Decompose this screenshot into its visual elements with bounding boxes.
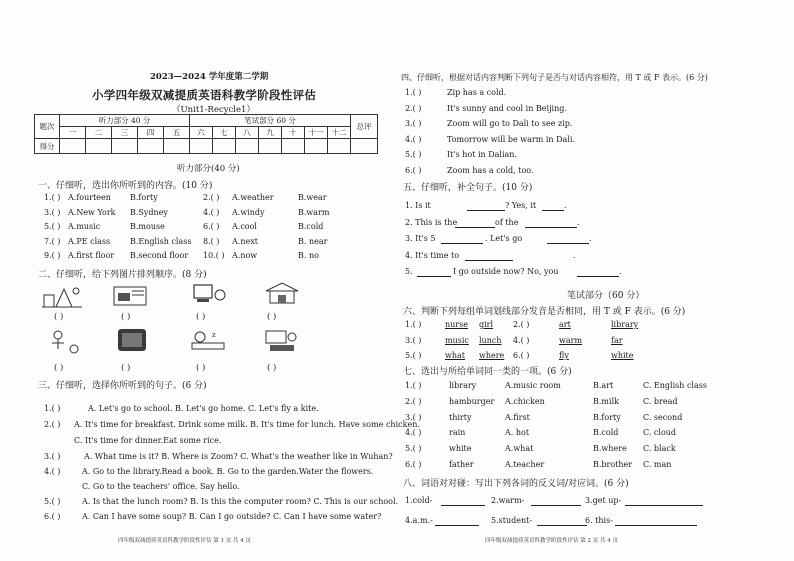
r-q4-heading: 四、仔细听，根据对话内容判断下列句子是否与对话内容相符，用 T 或 F 表示。(6 分) xyxy=(401,73,708,82)
q6-answer-blank[interactable]: 1.( ) xyxy=(405,320,422,329)
score-cell[interactable] xyxy=(60,139,86,154)
q3-item-1-num[interactable]: 1.( ) xyxy=(44,404,61,413)
r-q4-answer-blank[interactable]: 5.( ) xyxy=(405,150,422,159)
q8-word: 2.warm- xyxy=(491,496,525,505)
score-table-total: 总评 xyxy=(351,115,378,139)
q1-option: A.windy xyxy=(232,207,265,217)
q7-answer-blank[interactable]: 2.( ) xyxy=(405,396,422,406)
q4-item-5-line: A. Is that the lunch room? B. Is this the computer room? C. This is our school. xyxy=(82,497,399,506)
q5-heading: 五、仔细听，补全句子。(10 分) xyxy=(403,183,533,193)
q6-answer-blank[interactable]: 2.( ) xyxy=(513,320,530,329)
score-col: 六 xyxy=(190,127,213,139)
q1-option: A.New York xyxy=(68,207,116,217)
score-cell[interactable] xyxy=(305,139,328,154)
score-col: 七 xyxy=(213,127,236,139)
r-q4-answer-blank[interactable]: 4.( ) xyxy=(405,134,422,144)
q5-blank[interactable] xyxy=(467,210,505,211)
score-cell[interactable] xyxy=(328,139,351,154)
picture-music-room xyxy=(110,281,150,307)
score-col: 四 xyxy=(138,127,164,139)
q2-answer-1[interactable]: ( ) xyxy=(54,312,64,322)
q5-sentence-end: . xyxy=(577,217,580,227)
q1-option: B. no xyxy=(298,251,319,260)
q5-sentence-start: 3. It's 5 xyxy=(405,234,436,243)
q4-item-6-line: A. Can I have some soup? B. Can I go outside? C. Can I have some water? xyxy=(82,512,382,521)
q5-sentence-middle: . Let's go xyxy=(485,234,523,243)
q3-item-2-line-2: C. It's time for dinner.Eat some rice. xyxy=(74,436,222,445)
q4-item-6-num[interactable]: 6.( ) xyxy=(44,512,61,521)
q5-sentence-middle: ? Yes, it xyxy=(505,201,537,210)
score-col: 九 xyxy=(259,127,282,139)
q7-option: B.where xyxy=(593,444,627,454)
score-col: 五 xyxy=(164,127,190,139)
picture-sleeping xyxy=(188,327,228,353)
q8-word: 3.get up- xyxy=(585,496,622,505)
q8-answer-line[interactable] xyxy=(435,525,479,526)
q7-option: B.milk xyxy=(593,396,619,406)
writing-score-header: 笔试部分 60 分 xyxy=(190,115,351,127)
picture-library xyxy=(262,281,302,307)
r-q4-sentence: Zoom has a cold, too. xyxy=(447,165,534,175)
picture-playground xyxy=(42,283,82,309)
r-q4-sentence: It's sunny and cool in Beijing. xyxy=(447,103,567,113)
q5-sentence-middle: I go outside now? No, you xyxy=(453,267,559,276)
q6-word: art xyxy=(559,320,571,329)
q5-blank[interactable] xyxy=(542,210,564,211)
listening-score-header: 听力部分 40 分 xyxy=(60,115,190,127)
q7-option: B.forty xyxy=(593,412,621,422)
q6-word: what xyxy=(445,351,465,360)
score-table-tixu: 题次 xyxy=(35,115,60,139)
q7-option: A.what xyxy=(505,444,534,454)
q1-answer-blank[interactable]: 8.( ) xyxy=(203,236,220,246)
q7-option: C. cloud xyxy=(643,428,677,438)
q7-option: A.first xyxy=(505,412,530,422)
q7-option: B.cold xyxy=(593,428,619,438)
q6-word: library xyxy=(611,320,639,329)
score-cell[interactable] xyxy=(236,139,259,154)
writing-part-title: 笔试部分（60 分） xyxy=(567,291,645,301)
r-q4-answer-blank[interactable]: 3.( ) xyxy=(405,119,422,128)
q4-item-3-num[interactable]: 3.( ) xyxy=(44,452,61,461)
r-q4-answer-blank[interactable]: 6.( ) xyxy=(405,165,422,175)
q6-answer-blank[interactable]: 3.( ) xyxy=(405,335,422,345)
q1-option: B.Sydney xyxy=(130,207,168,217)
q5-sentence-middle: of the xyxy=(495,217,519,227)
picture-computer-room xyxy=(188,281,228,307)
q5-sentence-end: . xyxy=(619,267,622,276)
score-col: 十 xyxy=(282,127,305,139)
q6-answer-blank[interactable]: 6.( ) xyxy=(513,351,530,360)
q5-blank[interactable] xyxy=(577,276,619,277)
score-cell[interactable] xyxy=(190,139,213,154)
picture-board xyxy=(112,327,152,353)
q1-option: B.wear xyxy=(298,193,327,202)
q7-answer-blank[interactable]: 6.( ) xyxy=(405,460,422,469)
q1-answer-blank[interactable]: 1.( ) xyxy=(44,193,61,202)
q7-option: C. second xyxy=(643,412,683,422)
q7-answer-blank[interactable]: 3.( ) xyxy=(405,412,422,422)
q7-answer-blank[interactable]: 4.( ) xyxy=(405,428,422,438)
q8-answer-line[interactable] xyxy=(537,525,587,526)
q5-sentence-start: 2. This is the xyxy=(405,217,458,227)
q7-option: C. English class xyxy=(643,381,707,390)
q6-word: warm xyxy=(559,335,583,345)
score-cell[interactable] xyxy=(138,139,164,154)
q7-option: A.chicken xyxy=(505,396,545,406)
q2-answer-8[interactable]: ( ) xyxy=(267,363,277,373)
q7-answer-blank[interactable]: 5.( ) xyxy=(405,444,422,454)
score-table xyxy=(34,114,378,154)
q7-given-word: father xyxy=(449,460,474,469)
page-1-footer: 四年级双减提质英语科教学阶段性评估 第 1 页 共 4 页 xyxy=(118,538,251,544)
score-cell[interactable] xyxy=(164,139,190,154)
score-cell[interactable] xyxy=(351,139,378,154)
q1-option: A.first floor xyxy=(68,251,115,260)
q6-word: where xyxy=(479,351,505,360)
school-year: 2023—2024 学年度第二学期 xyxy=(150,72,269,82)
q2-heading: 二、仔细听，给下列图片排列顺序。(8 分) xyxy=(38,270,207,280)
score-col: 三 xyxy=(112,127,138,139)
q7-option: A.music room xyxy=(505,381,561,390)
q2-answer-6[interactable]: ( ) xyxy=(121,363,131,373)
score-cell[interactable] xyxy=(282,139,305,154)
q1-answer-blank[interactable]: 3.( ) xyxy=(44,207,61,217)
score-cell[interactable] xyxy=(213,139,236,154)
page-2 xyxy=(397,0,794,561)
q2-answer-2[interactable]: ( ) xyxy=(121,312,131,322)
r-q4-sentence: Zoom will go to Dali to see zip. xyxy=(447,119,573,128)
q7-given-word: library xyxy=(449,381,477,390)
score-cell[interactable] xyxy=(112,139,138,154)
q1-answer-blank[interactable]: 9.( ) xyxy=(44,251,61,260)
q6-word: white xyxy=(611,351,634,360)
q1-option: A.music xyxy=(68,222,101,231)
score-col: 一 xyxy=(60,127,86,139)
q8-word: 5.student- xyxy=(491,516,533,525)
q6-word: far xyxy=(611,335,623,345)
r-q4-sentence: Zip has a cold. xyxy=(447,88,507,97)
q7-given-word: hamburger xyxy=(449,396,495,406)
q5-blank[interactable] xyxy=(525,227,577,228)
q1-option: A.cool xyxy=(232,222,257,231)
q3-heading: 三、仔细听，选择你所听到的句子。(6 分) xyxy=(38,381,207,391)
q1-option: B.second floor xyxy=(130,251,189,260)
q1-answer-blank[interactable]: 2.( ) xyxy=(203,193,220,202)
q5-sentence-end: . xyxy=(589,234,592,243)
q8-word: 1.cold- xyxy=(405,496,433,505)
page-2-footer: 四年级双减提质英语科教学阶段性评估 第 2 页 共 4 页 xyxy=(485,538,618,544)
q6-word: lunch xyxy=(479,335,502,345)
listening-part-title: 听力部分(40 分) xyxy=(177,164,240,174)
q1-option: B.warm xyxy=(298,207,330,217)
r-q4-sentence: Tomorrow will be warm in Dali. xyxy=(447,134,575,144)
q1-option: A.weather xyxy=(232,193,274,202)
q7-option: C. black xyxy=(643,444,676,454)
score-cell[interactable] xyxy=(86,139,112,154)
q8-word: 4.a.m.- xyxy=(405,516,433,525)
q2-answer-7[interactable]: ( ) xyxy=(196,363,206,373)
q3-item-2-num[interactable]: 2.( ) xyxy=(44,420,61,429)
q6-word: nurse xyxy=(445,320,468,329)
q1-option: A.fourteen xyxy=(68,193,111,202)
q6-heading: 六、判断下列每组单词划线部分发音是否相同，用 T 或 F 表示。(6 分) xyxy=(403,307,686,317)
score-col: 十二 xyxy=(328,127,351,139)
q1-option: B. near xyxy=(298,236,328,246)
q7-given-word: white xyxy=(449,444,472,454)
q5-blank[interactable] xyxy=(455,227,495,228)
q5-sentence-end: . xyxy=(564,201,567,210)
q8-answer-line[interactable] xyxy=(625,505,703,506)
picture-boy-ball xyxy=(44,329,84,355)
q7-option: C. man xyxy=(643,460,672,469)
q5-sentence-start: 1. Is it xyxy=(405,201,431,210)
r-q4-answer-blank[interactable]: 2.( ) xyxy=(405,103,422,113)
score-table-defen: 得分 xyxy=(35,139,60,154)
exam-title: 小学四年级双减提质英语科教学阶段性评估 xyxy=(92,88,317,102)
q1-option: A.PE class xyxy=(68,236,111,246)
q7-option: A.teacher xyxy=(505,460,545,469)
q1-option: B.forty xyxy=(130,193,158,202)
q7-given-word: thirty xyxy=(449,412,472,422)
q4-item-3-line: A. What time is it? B. Where is Zoom? C. What's the weather like in Wuhan? xyxy=(84,452,393,461)
exam-subtitle: （Unit1-Recycle1） xyxy=(172,105,255,115)
q1-option: A.next xyxy=(232,236,258,246)
q5-sentence-start: 4. It's time to xyxy=(405,250,460,260)
q7-heading: 七、选出与所给单词同一类的一项。(6 分) xyxy=(403,367,572,377)
q7-option: C. bread xyxy=(643,396,678,406)
q1-answer-blank[interactable]: 5.( ) xyxy=(44,222,61,231)
q1-answer-blank[interactable]: 6.( ) xyxy=(203,222,220,231)
q7-answer-blank[interactable]: 1.( ) xyxy=(405,381,422,390)
q7-option: A. hot xyxy=(505,428,530,438)
picture-classroom xyxy=(262,327,302,353)
q4-item-5-num[interactable]: 5.( ) xyxy=(44,497,61,506)
q5-blank[interactable] xyxy=(441,243,483,244)
q6-answer-blank[interactable]: 5.( ) xyxy=(405,351,422,360)
q5-sentence-end: . xyxy=(573,250,576,260)
q7-given-word: rain xyxy=(449,428,466,438)
q1-option: A.now xyxy=(232,251,258,260)
q6-word: girl xyxy=(479,320,494,329)
score-col: 八 xyxy=(236,127,259,139)
q5-sentence-start: 5. xyxy=(405,267,413,276)
q8-answer-line[interactable] xyxy=(615,525,697,526)
q4-item-4-num[interactable]: 4.( ) xyxy=(44,467,61,476)
q1-option: B.cold xyxy=(298,222,324,231)
q7-option: B.brother xyxy=(593,460,633,469)
q2-answer-4[interactable]: ( ) xyxy=(267,312,277,322)
r-q4-answer-blank[interactable]: 1.( ) xyxy=(405,88,422,97)
q4-item-4-line-2: C. Go to the teachers' office. Say hello. xyxy=(82,482,240,491)
q5-blank[interactable] xyxy=(417,276,451,277)
q6-word: fly xyxy=(559,351,569,360)
q8-word: 6. this- xyxy=(585,516,613,525)
q4-item-4-line-1: A. Go to the library.Read a book. B. Go to the garden.Water the flowers. xyxy=(82,467,374,476)
q3-item-1-line: A. Let's go to school. B. Let's go home. C. Let's fly a kite. xyxy=(88,404,319,413)
q1-answer-blank[interactable]: 4.( ) xyxy=(203,207,220,217)
q2-answer-3[interactable]: ( ) xyxy=(196,312,206,322)
q6-word: music xyxy=(445,335,469,345)
q1-option: B.English class xyxy=(130,236,192,246)
svg-text:z: z xyxy=(212,331,216,339)
q5-blank[interactable] xyxy=(547,243,589,244)
q6-answer-blank[interactable]: 4.( ) xyxy=(513,335,530,345)
q7-option: B.art xyxy=(593,381,614,390)
score-col: 二 xyxy=(86,127,112,139)
score-cell[interactable] xyxy=(259,139,282,154)
q1-answer-blank[interactable]: 10.( ) xyxy=(203,251,225,260)
q5-blank[interactable] xyxy=(465,260,513,261)
q8-answer-line[interactable] xyxy=(531,505,581,506)
q1-heading: 一、仔细听，选出你所听到的内容。(10 分) xyxy=(38,181,213,191)
q1-option: B.mouse xyxy=(130,222,165,231)
r-q4-sentence: It's hot in Dalian. xyxy=(447,150,517,159)
q2-answer-5[interactable]: ( ) xyxy=(54,363,64,373)
q1-answer-blank[interactable]: 7.( ) xyxy=(44,236,61,246)
q8-heading: 八、词语对对碰：写出下列各词的反义词/对应词。(6 分) xyxy=(403,479,629,489)
score-col: 十一 xyxy=(305,127,328,139)
q3-item-2-line-1: A. It's time for breakfast. Drink some milk. B. It's time for lunch. Have some chicken. xyxy=(74,420,420,429)
q8-answer-line[interactable] xyxy=(441,505,485,506)
